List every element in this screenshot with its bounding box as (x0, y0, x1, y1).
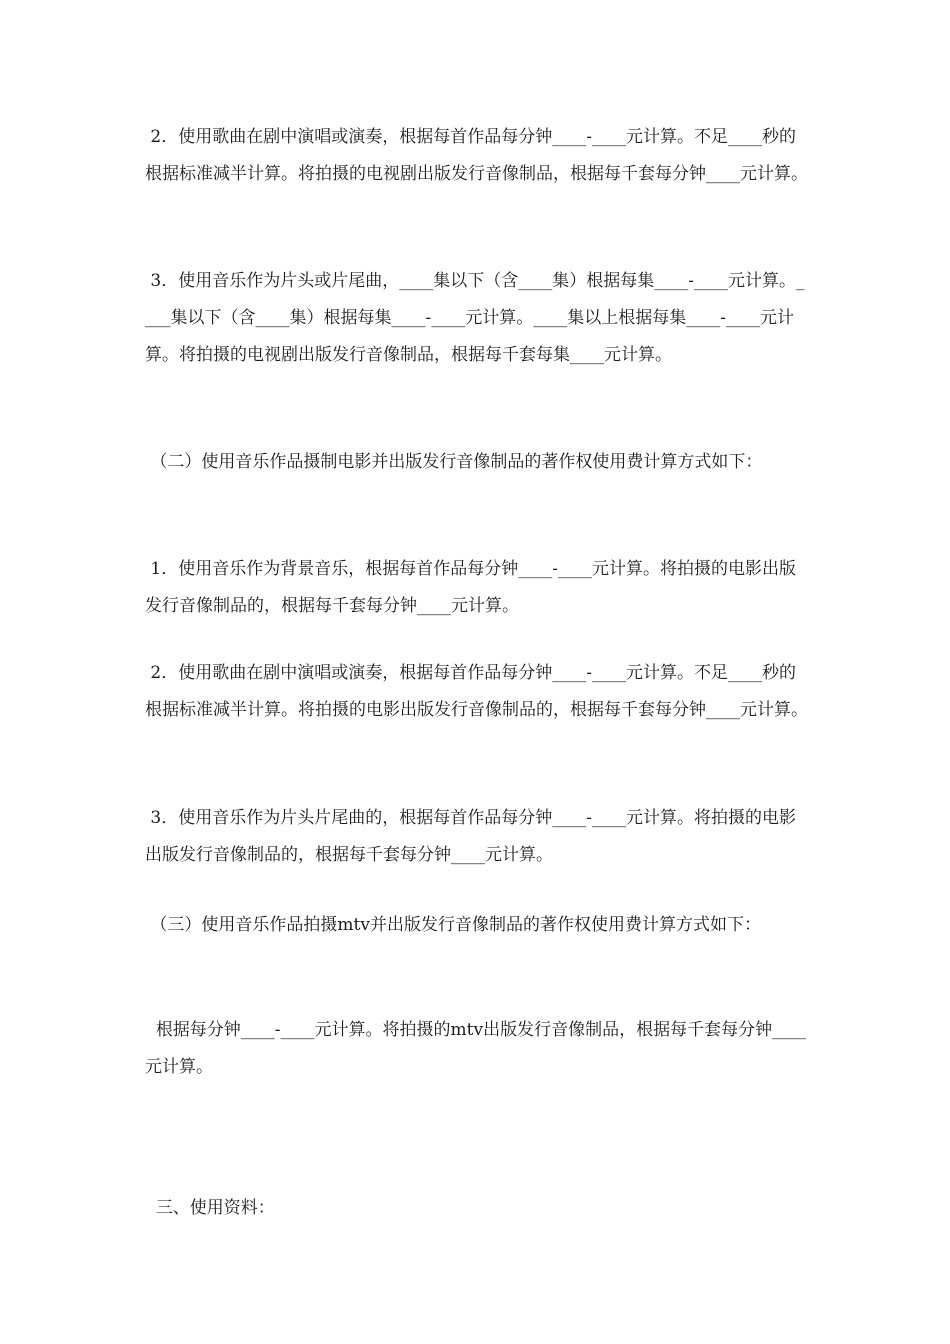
paragraph-tv-theme-song: 3．使用音乐作为片头或片尾曲，____集以下（含____集）根据每集____-____元计算。____集以下（含____集）根据每集____-____元计算。____集以上根据每集____-____元计算。将拍摄的电视剧出版发行音像制品，根据每千套每集____元计算。 (145, 271, 805, 365)
paragraph-mtv-section-heading: （三）使用音乐作品拍摄mtv并出版发行音像制品的著作权使用费计算方式如下： (145, 915, 761, 935)
paragraph-mtv-fee: 根据每分钟____-____元计算。将拍摄的mtv出版发行音像制品，根据每千套每分钟____元计算。 (145, 1020, 807, 1077)
paragraph-film-section-heading: （二）使用音乐作品摄制电影并出版发行音像制品的著作权使用费计算方式如下： (145, 452, 763, 472)
paragraph-tv-song-performance: 2．使用歌曲在剧中演唱或演奏，根据每首作品每分钟____-____元计算。不足____秒的根据标准减半计算。将拍摄的电视剧出版发行音像制品，根据每千套每分钟____元计算。 (145, 127, 808, 184)
paragraph-film-song-performance: 2．使用歌曲在剧中演唱或演奏，根据每首作品每分钟____-____元计算。不足____秒的根据标准减半计算。将拍摄的电影出版发行音像制品的，根据每千套每分钟____元计算。 (145, 663, 808, 720)
paragraph-film-background-music: 1．使用音乐作为背景音乐，根据每首作品每分钟____-____元计算。将拍摄的电影出版发行音像制品的，根据每千套每分钟____元计算。 (145, 559, 796, 616)
paragraph-film-theme-song: 3．使用音乐作为片头片尾曲的，根据每首作品每分钟____-____元计算。将拍摄的电影出版发行音像制品的，根据每千套每分钟____元计算。 (145, 808, 796, 865)
section-heading-usage-materials: 三、使用资料： (145, 1198, 275, 1218)
